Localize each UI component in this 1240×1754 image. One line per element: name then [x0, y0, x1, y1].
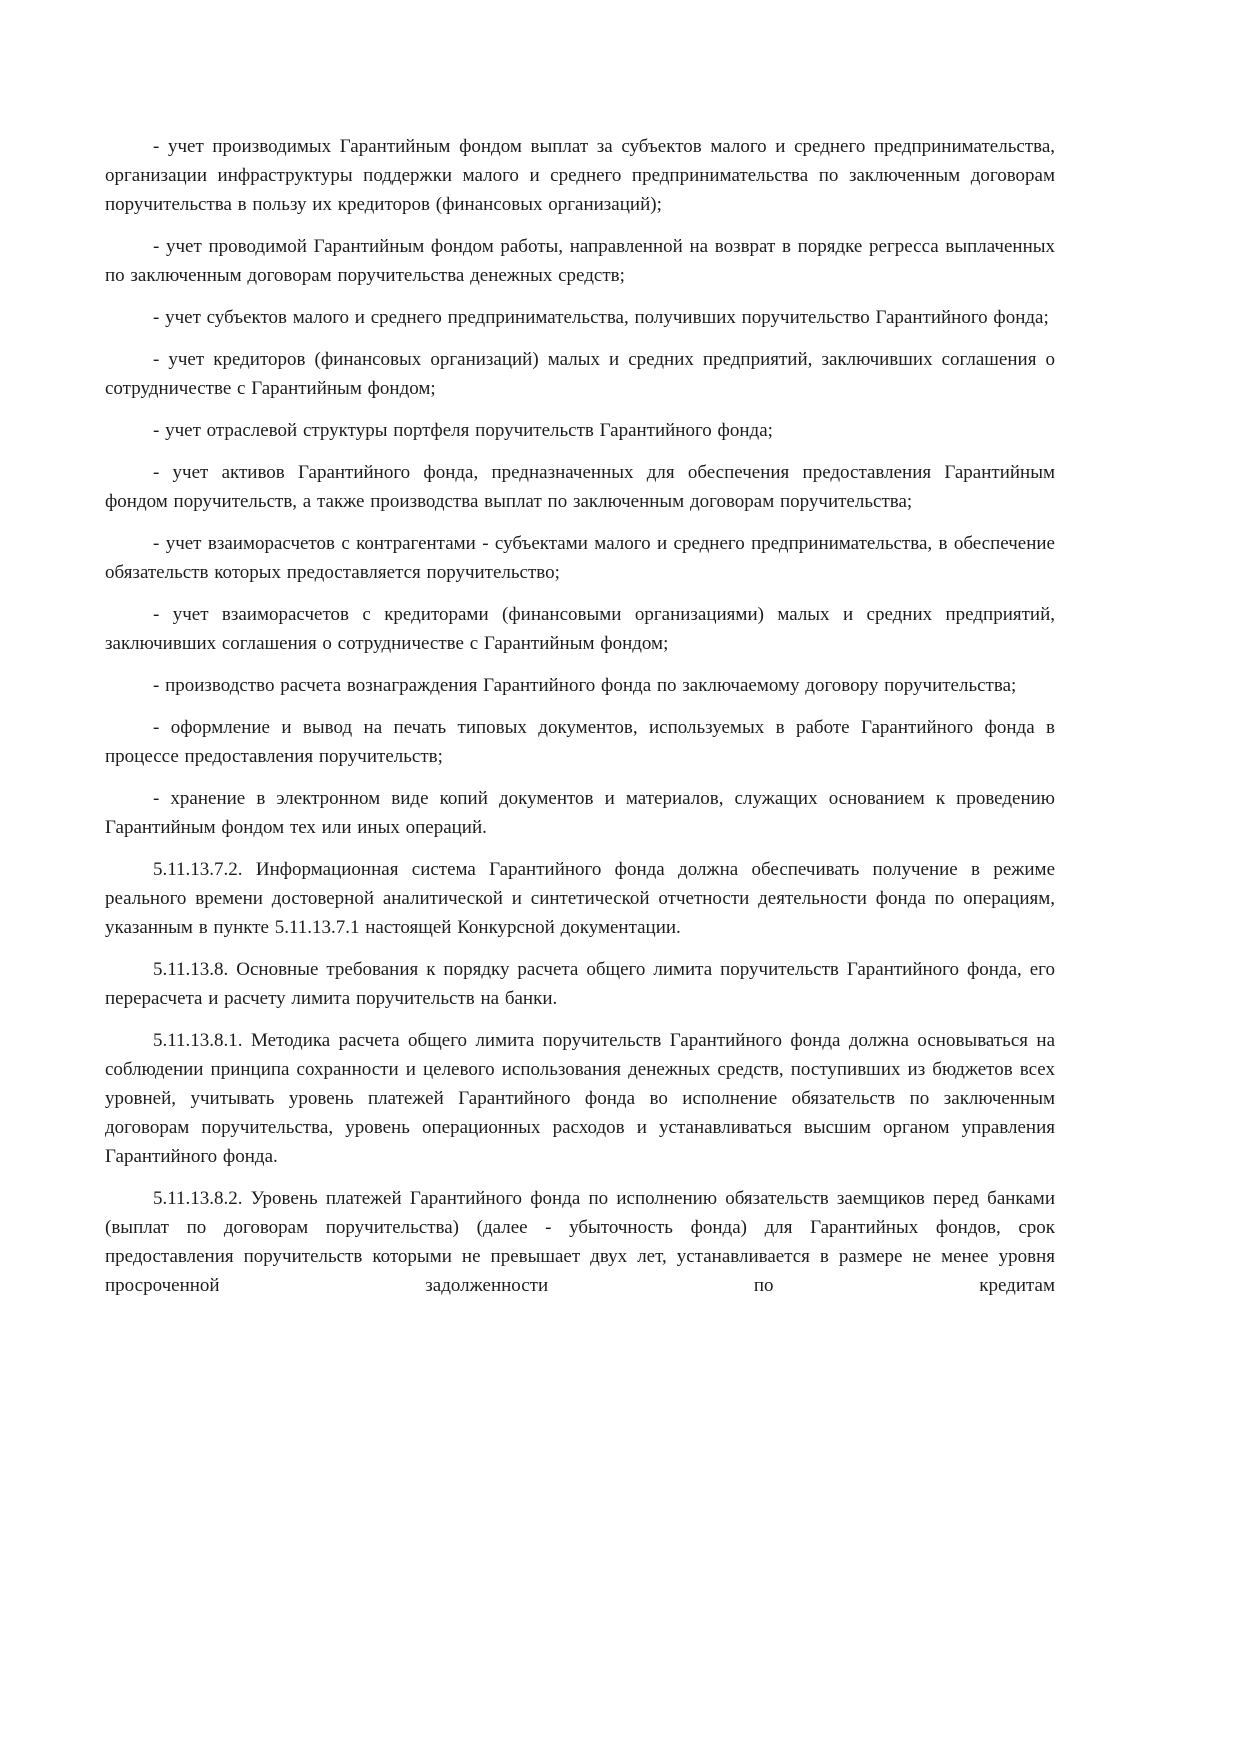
paragraph-clause-5-11-13-8: 5.11.13.8. Основные требования к порядку расчета общего лимита поручительств Гарантийного фонда, его перерасчета и расчету лимита поручительств на банки.: [105, 959, 1055, 1009]
paragraph-bullet-settlements-counterparties: - учет взаиморасчетов с контрагентами - субъектами малого и среднего предпринимательства, в обеспечение обязательств которых предоставляется поручительство;: [105, 533, 1055, 583]
paragraph-bullet-regress-work: - учет проводимой Гарантийным фондом работы, направленной на возврат в порядке регресса выплаченных по заключенным договорам поручительства денежных средств;: [105, 236, 1055, 286]
paragraph-clause-5-11-13-7-2: 5.11.13.7.2. Информационная система Гарантийного фонда должна обеспечивать получение в режиме реального времени достоверной аналитической и синтетической отчетности деятельности фонда по операциям, указанным в пункте 5.11.13.7.1 настоящей Конкурсной документации.: [105, 859, 1055, 938]
paragraph-bullet-assets: - учет активов Гарантийного фонда, предназначенных для обеспечения предоставления Гарантийным фондом поручительств, а также производства выплат по заключенным договорам поручительства;: [105, 462, 1055, 512]
paragraph-bullet-creditors: - учет кредиторов (финансовых организаций) малых и средних предприятий, заключивших соглашения о сотрудничестве с Гарантийным фондом;: [105, 349, 1055, 399]
paragraph-bullet-sme-subjects: - учет субъектов малого и среднего предпринимательства, получивших поручительство Гарантийного фонда;: [153, 307, 1049, 328]
paragraph-bullet-electronic-storage: - хранение в электронном виде копий документов и материалов, служащих основанием к проведению Гарантийным фондом тех или иных операций.: [105, 788, 1055, 838]
paragraph-bullet-portfolio-structure: - учет отраслевой структуры портфеля поручительств Гарантийного фонда;: [153, 420, 773, 441]
paragraph-clause-5-11-13-8-1: 5.11.13.8.1. Методика расчета общего лимита поручительств Гарантийного фонда должна основываться на соблюдении принципа сохранности и целевого использования денежных средств, поступивших из бюджетов всех уровней, учитывать уровень платежей Гарантийного фонда во исполнение обязательств по заключенным договорам поручительства, уровень операционных расходов и устанавливаться высшим органом управления Гарантийного фонда.: [105, 1030, 1055, 1167]
paragraph-bullet-fee-calculation: - производство расчета вознаграждения Гарантийного фонда по заключаемому договору поручительства;: [153, 675, 1017, 696]
paragraph-bullet-documents-printing: - оформление и вывод на печать типовых документов, используемых в работе Гарантийного фонда в процессе предоставления поручительств;: [105, 717, 1055, 767]
paragraph-bullet-payments-accounting: - учет производимых Гарантийным фондом выплат за субъектов малого и среднего предпринимательства, организации инфраструктуры поддержки малого и среднего предпринимательства по заключенным договорам поручительства в пользу их кредиторов (финансовых организаций);: [105, 136, 1055, 215]
paragraph-clause-5-11-13-8-2: 5.11.13.8.2. Уровень платежей Гарантийного фонда по исполнению обязательств заемщиков перед банками (выплат по договорам поручительства) (далее - убыточность фонда) для Гарантийных фондов, срок предоставления поручительств которыми не превышает двух лет, устанавливается в размере не менее уровня просроченной задолженности по кредитам: [105, 1188, 1055, 1296]
paragraph-bullet-settlements-creditors: - учет взаиморасчетов с кредиторами (финансовыми организациями) малых и средних предприятий, заключивших соглашения о сотрудничестве с Гарантийным фондом;: [105, 604, 1055, 654]
